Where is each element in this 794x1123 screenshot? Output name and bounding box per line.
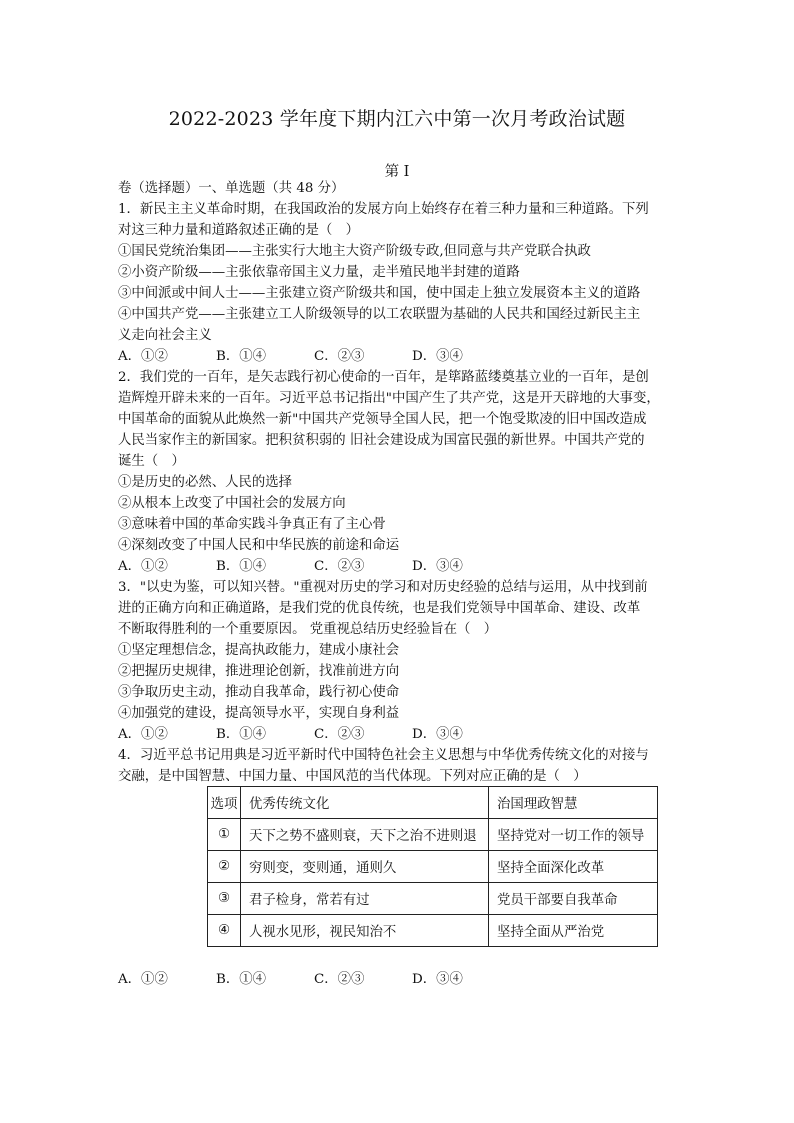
table-header: 优秀传统文化: [241, 787, 489, 819]
statement-item: ①是历史的必然、人民的选择: [118, 475, 293, 490]
statement-item: ①国民党统治集团——主张实行大地主大资产阶级专政,但同意与共产党联合执政: [118, 244, 591, 259]
table-cell: ③: [208, 883, 241, 915]
option-d: D．③④: [412, 972, 463, 987]
statement-item: ④深刻改变了中国人民和中华民族的前途和命运: [118, 538, 400, 553]
statement-item: ①坚定理想信念，提高执政能力，建成小康社会: [118, 643, 400, 658]
section-heading: 第 I: [384, 164, 410, 180]
statement-item: ③意味着中国的革命实践斗争真正有了主心骨: [118, 517, 386, 532]
question-stem-line: 造辉煌开辟未来的一百年。习近平总书记指出"中国产生了共产党，这是开天辟地的大事变，: [118, 391, 660, 406]
answer-options: [118, 968, 510, 987]
option-d: D．③④: [412, 727, 463, 742]
table-row: [208, 915, 658, 947]
option-c: C．②③: [314, 972, 365, 987]
question-stem-line: 2．我们党的一百年，是矢志践行初心使命的一百年，是筚路蓝缕奠基立业的一百年，是创: [118, 370, 649, 385]
table-cell: 天下之势不盛则衰，天下之治不进则退: [241, 819, 489, 851]
statement-item: ②从根本上改变了中国社会的发展方向: [118, 496, 346, 511]
question-stem-line: 诞生（ ）: [118, 454, 185, 469]
table-cell: 坚持全面从严治党: [489, 915, 658, 947]
option-b: B．①④: [216, 349, 267, 364]
table-cell: 坚持全面深化改革: [489, 851, 658, 883]
table-header-row: [208, 787, 658, 819]
option-b: B．①④: [216, 727, 267, 742]
option-b: B．①④: [216, 972, 267, 987]
option-c: C．②③: [314, 559, 365, 574]
option-a: A．①②: [118, 972, 168, 987]
exam-title: 2022-2023 学年度下期内江六中第一次月考政治试题: [168, 108, 626, 130]
option-d: D．③④: [412, 559, 463, 574]
table-row: [208, 883, 658, 915]
question-stem-line: 不断取得胜利的一个重要原因。 党重视总结历史经验旨在（ ）: [118, 622, 498, 637]
question-stem-line: 1．新民主主义革命时期，在我国政治的发展方向上始终存在着三种力量和三种道路。下列: [118, 202, 649, 217]
question-3: [118, 577, 678, 745]
table-cell: 人视水见形，视民知治不: [241, 915, 489, 947]
question-stem-line: 4．习近平总书记用典是习近平新时代中国特色社会主义思想与中华优秀传统文化的对接与: [118, 748, 649, 763]
table-cell: ②: [208, 851, 241, 883]
question-stem-line: 进的正确方向和正确道路，是我们党的优良传统，也是我们党领导中国革命、建设、改革: [118, 601, 641, 616]
question-2: [118, 367, 678, 577]
answer-options: [118, 346, 678, 367]
table-row: [208, 819, 658, 851]
statement-item: ③争取历史主动，推动自我革命，践行初心使命: [118, 685, 400, 700]
questions-body: [118, 178, 678, 787]
q4-table: [207, 786, 658, 947]
question-stem-line: 人民当家作主的新国家。把积贫积弱的 旧社会建设成为国富民强的新世界。中国共产党的: [118, 433, 645, 448]
option-c: C．②③: [314, 349, 365, 364]
table-cell: 君子检身，常若有过: [241, 883, 489, 915]
option-a: A．①②: [118, 559, 168, 574]
statement-item: 义走向社会主义: [118, 328, 212, 343]
question-stem-line: 3．"以史为鉴，可以知兴替。"重视对历史的学习和对历史经验的总结与运用，从中找到前: [118, 580, 648, 595]
statement-item: ③中间派或中间人士——主张建立资产阶级共和国，使中国走上独立发展资本主义的道路: [118, 286, 641, 301]
table-cell: 党员干部要自我革命: [489, 883, 658, 915]
option-b: B．①④: [216, 559, 267, 574]
table-cell: 坚持党对一切工作的领导: [489, 819, 658, 851]
table-cell: ①: [208, 819, 241, 851]
question-stem-line: 对这三种力量和道路叙述正确的是（ ）: [118, 223, 360, 238]
option-a: A．①②: [118, 349, 168, 364]
table-header: 治国理政智慧: [489, 787, 658, 819]
question-4: [118, 745, 678, 787]
table-cell: ④: [208, 915, 241, 947]
statement-item: ④加强党的建设，提高领导水平，实现自身利益: [118, 706, 400, 721]
section-subheading: 卷（选择题）一、单选题（共 48 分）: [118, 181, 345, 196]
table-row: [208, 851, 658, 883]
option-d: D．③④: [412, 349, 463, 364]
table-header: 选项: [208, 787, 241, 819]
answer-options: [118, 556, 678, 577]
answer-options: [118, 724, 678, 745]
question-stem-line: 交融，是中国智慧、中国力量、中国风范的当代体现。下列对应正确的是（ ）: [118, 769, 587, 784]
table-cell: 穷则变，变则通，通则久: [241, 851, 489, 883]
option-c: C．②③: [314, 727, 365, 742]
statement-item: ②小资产阶级——主张依靠帝国主义力量，走半殖民地半封建的道路: [118, 265, 520, 280]
statement-item: ②把握历史规律，推进理论创新，找准前进方向: [118, 664, 400, 679]
option-a: A．①②: [118, 727, 168, 742]
question-1: [118, 199, 678, 367]
question-stem-line: 中国革命的面貌从此焕然一新"中国共产党领导全国人民，把一个饱受欺凌的旧中国改造成: [118, 412, 647, 427]
statement-item: ④中国共产党——主张建立工人阶级领导的以工农联盟为基础的人民共和国经过新民主主: [118, 307, 641, 322]
